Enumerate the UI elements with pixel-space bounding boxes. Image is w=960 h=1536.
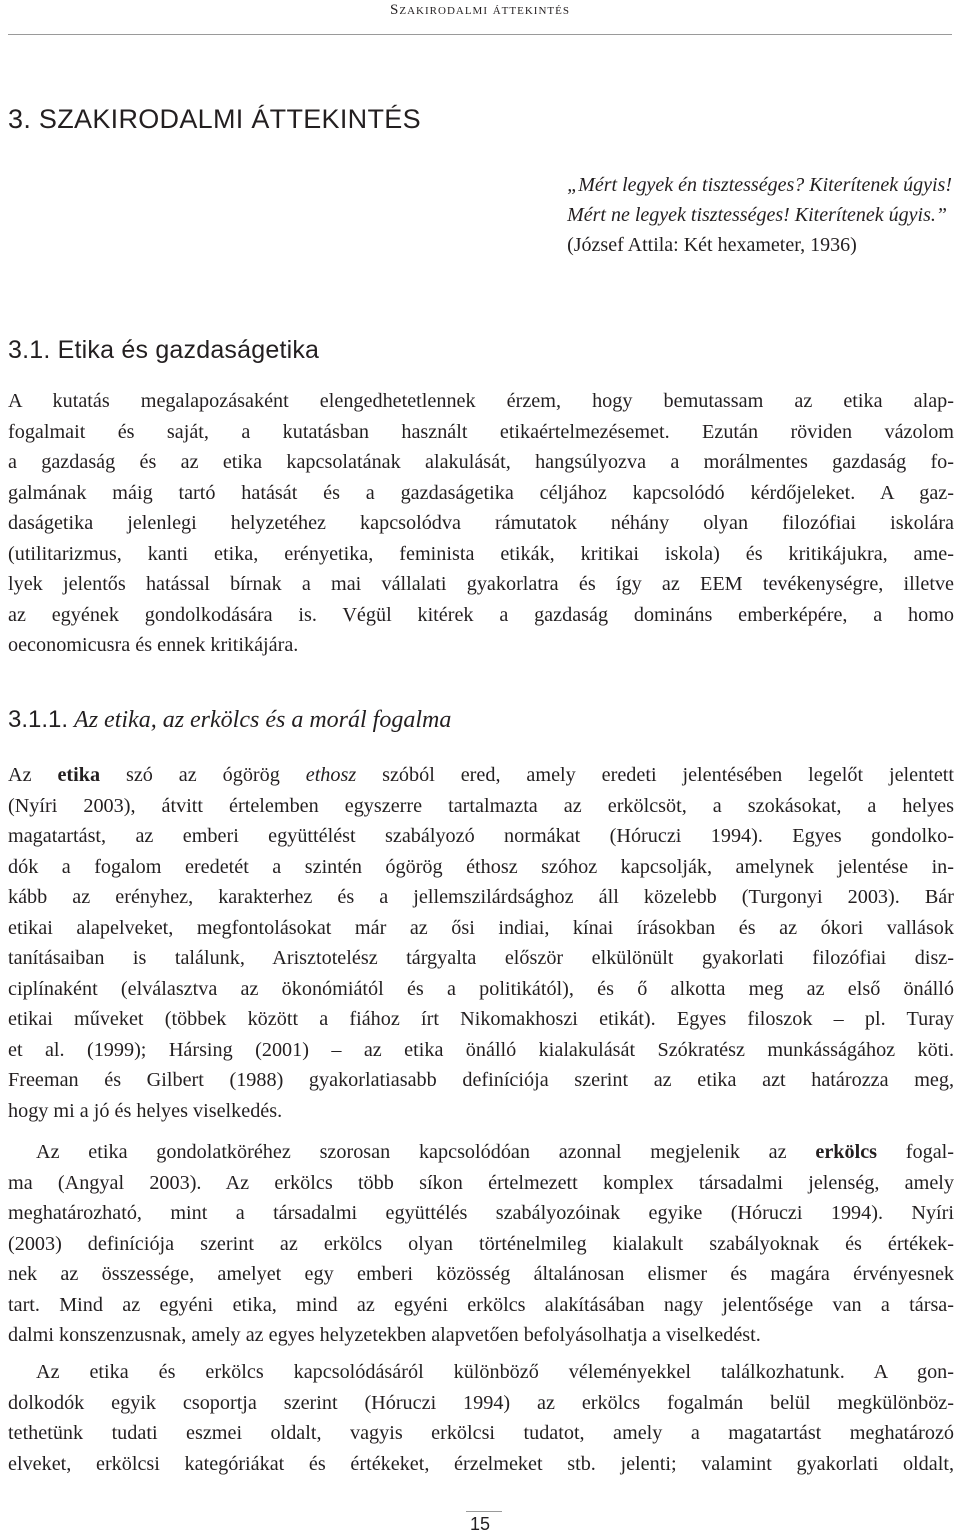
body-paragraph-3 (8, 1357, 954, 1479)
paragraph-line: nek az összessége, amelyet egy emberi közösség általánosan elismer és magára érvényesnek (8, 1263, 954, 1285)
paragraph-line: meghatározható, mint a társadalmi együttélés szabályozóinak egyike (Hóruczi 1994). Nyíri (8, 1202, 954, 1224)
chapter-title: 3. SZAKIRODALMI ÁTTEKINTÉS (8, 104, 421, 134)
term-etika: etika (57, 764, 101, 786)
epigraph (567, 170, 952, 260)
body-paragraph-1 (8, 760, 954, 1126)
header-divider (8, 34, 952, 35)
paragraph-line: galmának máig tartó hatását és a gazdaságetika céljához kapcsolódó kérdőjeleket. A gaz- (8, 481, 954, 504)
paragraph-line: fogalmait és saját, a kutatásban használt etikaértelmezésemet. Ezután röviden vázolom (8, 420, 954, 443)
paragraph-line: tart. Mind az egyéni etika, mind az egyéni erkölcs alakításában nagy jelentősége van a társa- (8, 1293, 954, 1316)
paragraph-line: (2003) definíciója szerint az erkölcs olyan történelmileg kialakult szabályoknak és értékek- (8, 1232, 954, 1255)
intro-paragraph (8, 386, 954, 661)
paragraph-line: etikai műveket (többek között a fiához írt Nikomakhoszi etikát). Egyes filoszok – pl. Turay (8, 1008, 954, 1030)
paragraph-line: dalmi konszenzusnak, amely az egyes helyzetekben alapvetően befolyásolhatja a viselkedést. (8, 1324, 761, 1346)
term-ethosz: ethosz (305, 764, 357, 786)
body-paragraph-2 (8, 1137, 954, 1351)
paragraph-line: a gazdaság és az etika kapcsolatának alakulását, hangsúlyozva a morálmentes gazdaság fo- (8, 451, 954, 473)
paragraph-line: Freeman és Gilbert (1988) gyakorlatiasabb definíciója szerint az etika azt határozza meg, (8, 1069, 954, 1091)
running-header: Szakirodalmi áttekintés (390, 2, 570, 18)
paragraph-line: kább az erényhez, karakterhez és a jellemszilárdsághoz áll közelebb (Turgonyi 2003). Bár (8, 886, 954, 908)
paragraph-line: hogy mi a jó és helyes viselkedés. (8, 1099, 283, 1122)
paragraph-line: tethetünk tudati eszmei oldalt, vagyis erkölcsi tudatot, amely a magatartást meghatározó (8, 1422, 954, 1444)
paragraph-line: (Nyíri 2003), átvitt értelemben egyszerre tartalmazta az erkölcsöt, a szokásokat, a helyes (8, 794, 954, 817)
paragraph-line: az egyének gondolkodására is. Végül kitérek a gazdaság domináns emberképére, a homo (8, 603, 954, 626)
paragraph-line: ma (Angyal 2003). Az erkölcs több síkon értelmezett komplex társadalmi jelenség, amely (8, 1171, 954, 1194)
term-erkolcs: erkölcs (815, 1141, 878, 1163)
paragraph-line: dók a fogalom eredetét a szintén ógörög éthosz szóhoz kapcsolják, amelynek jelentése in- (8, 855, 954, 878)
epigraph-line: Mért ne legyek tisztességes! Kiterítenek úgyis.” (567, 204, 947, 226)
paragraph-line: lyek jelentős hatással bírnak a mai vállalati gyakorlatra és így az EEM tevékenységre, illetve (8, 573, 954, 595)
paragraph-line: etikai alapelveket, megfontolásokat már az ősi indiai, kínai írásokban és az ókori vallások (8, 916, 954, 939)
subsection-title (8, 706, 451, 734)
paragraph-line: Az etika gondolatköréhez szorosan kapcsolódóan azonnal megjelenik az erkölcs fogal- (36, 1141, 955, 1163)
paragraph-line: daságetika jelenlegi helyzetéhez kapcsolódva rámutatok néhány olyan filozófiai iskolára (8, 512, 954, 534)
subsection-name: Az etika, az erkölcs és a morál fogalma (74, 707, 452, 733)
paragraph-line: oeconomicusra és ennek kritikájára. (8, 634, 299, 656)
paragraph-line: ciplínaként (elválasztva az ökonómiától és a politikától), és ő alkotta meg az első önálló (8, 977, 954, 1000)
paragraph-line: Az etika és erkölcs kapcsolódásáról különböző véleményekkel találkozhatunk. A gon- (36, 1361, 954, 1383)
paragraph-line: elveket, erkölcsi kategóriákat és értékeket, érzelmeket stb. jelenti; valamint gyakorlati oldalt, (8, 1452, 954, 1475)
footer-divider (466, 1511, 502, 1512)
paragraph-line: magatartást, az emberi együttélést szabályozó normákat (Hóruczi 1994). Egyes gondolko- (8, 825, 954, 847)
paragraph-line: tanításaiban is találunk, Arisztotelész tárgyalta először elkülönült gyakorlati filozófiai disz- (8, 947, 954, 969)
epigraph-source: (József Attila: Két hexameter, 1936) (567, 234, 857, 256)
paragraph-line: A kutatás megalapozásaként elengedhetetlennek érzem, hogy bemutassam az etika alap- (8, 390, 954, 412)
section-title: 3.1. Etika és gazdaságetika (8, 336, 320, 364)
paragraph-line: (utilitarizmus, kanti etika, erényetika, feminista etikák, kritikai iskola) és kritikájukra, ame- (8, 542, 954, 565)
page-number: 15 (469, 1514, 491, 1534)
paragraph-line: Az etika szó az ógörög ethosz szóból ered, amely eredeti jelentésében legelőt jelentett (8, 764, 954, 786)
paragraph-line: et al. (1999); Hársing (2001) – az etika önálló kialakulását Szókratész munkásságához köti. (8, 1038, 954, 1061)
epigraph-line: „Mért legyek én tisztességes? Kiterítenek úgyis! (567, 174, 952, 196)
paragraph-line: dolkodók egyik csoportja szerint (Hóruczi 1994) az erkölcs fogalmán belül megkülönböz- (8, 1391, 954, 1414)
subsection-number: 3.1.1. (8, 706, 69, 733)
